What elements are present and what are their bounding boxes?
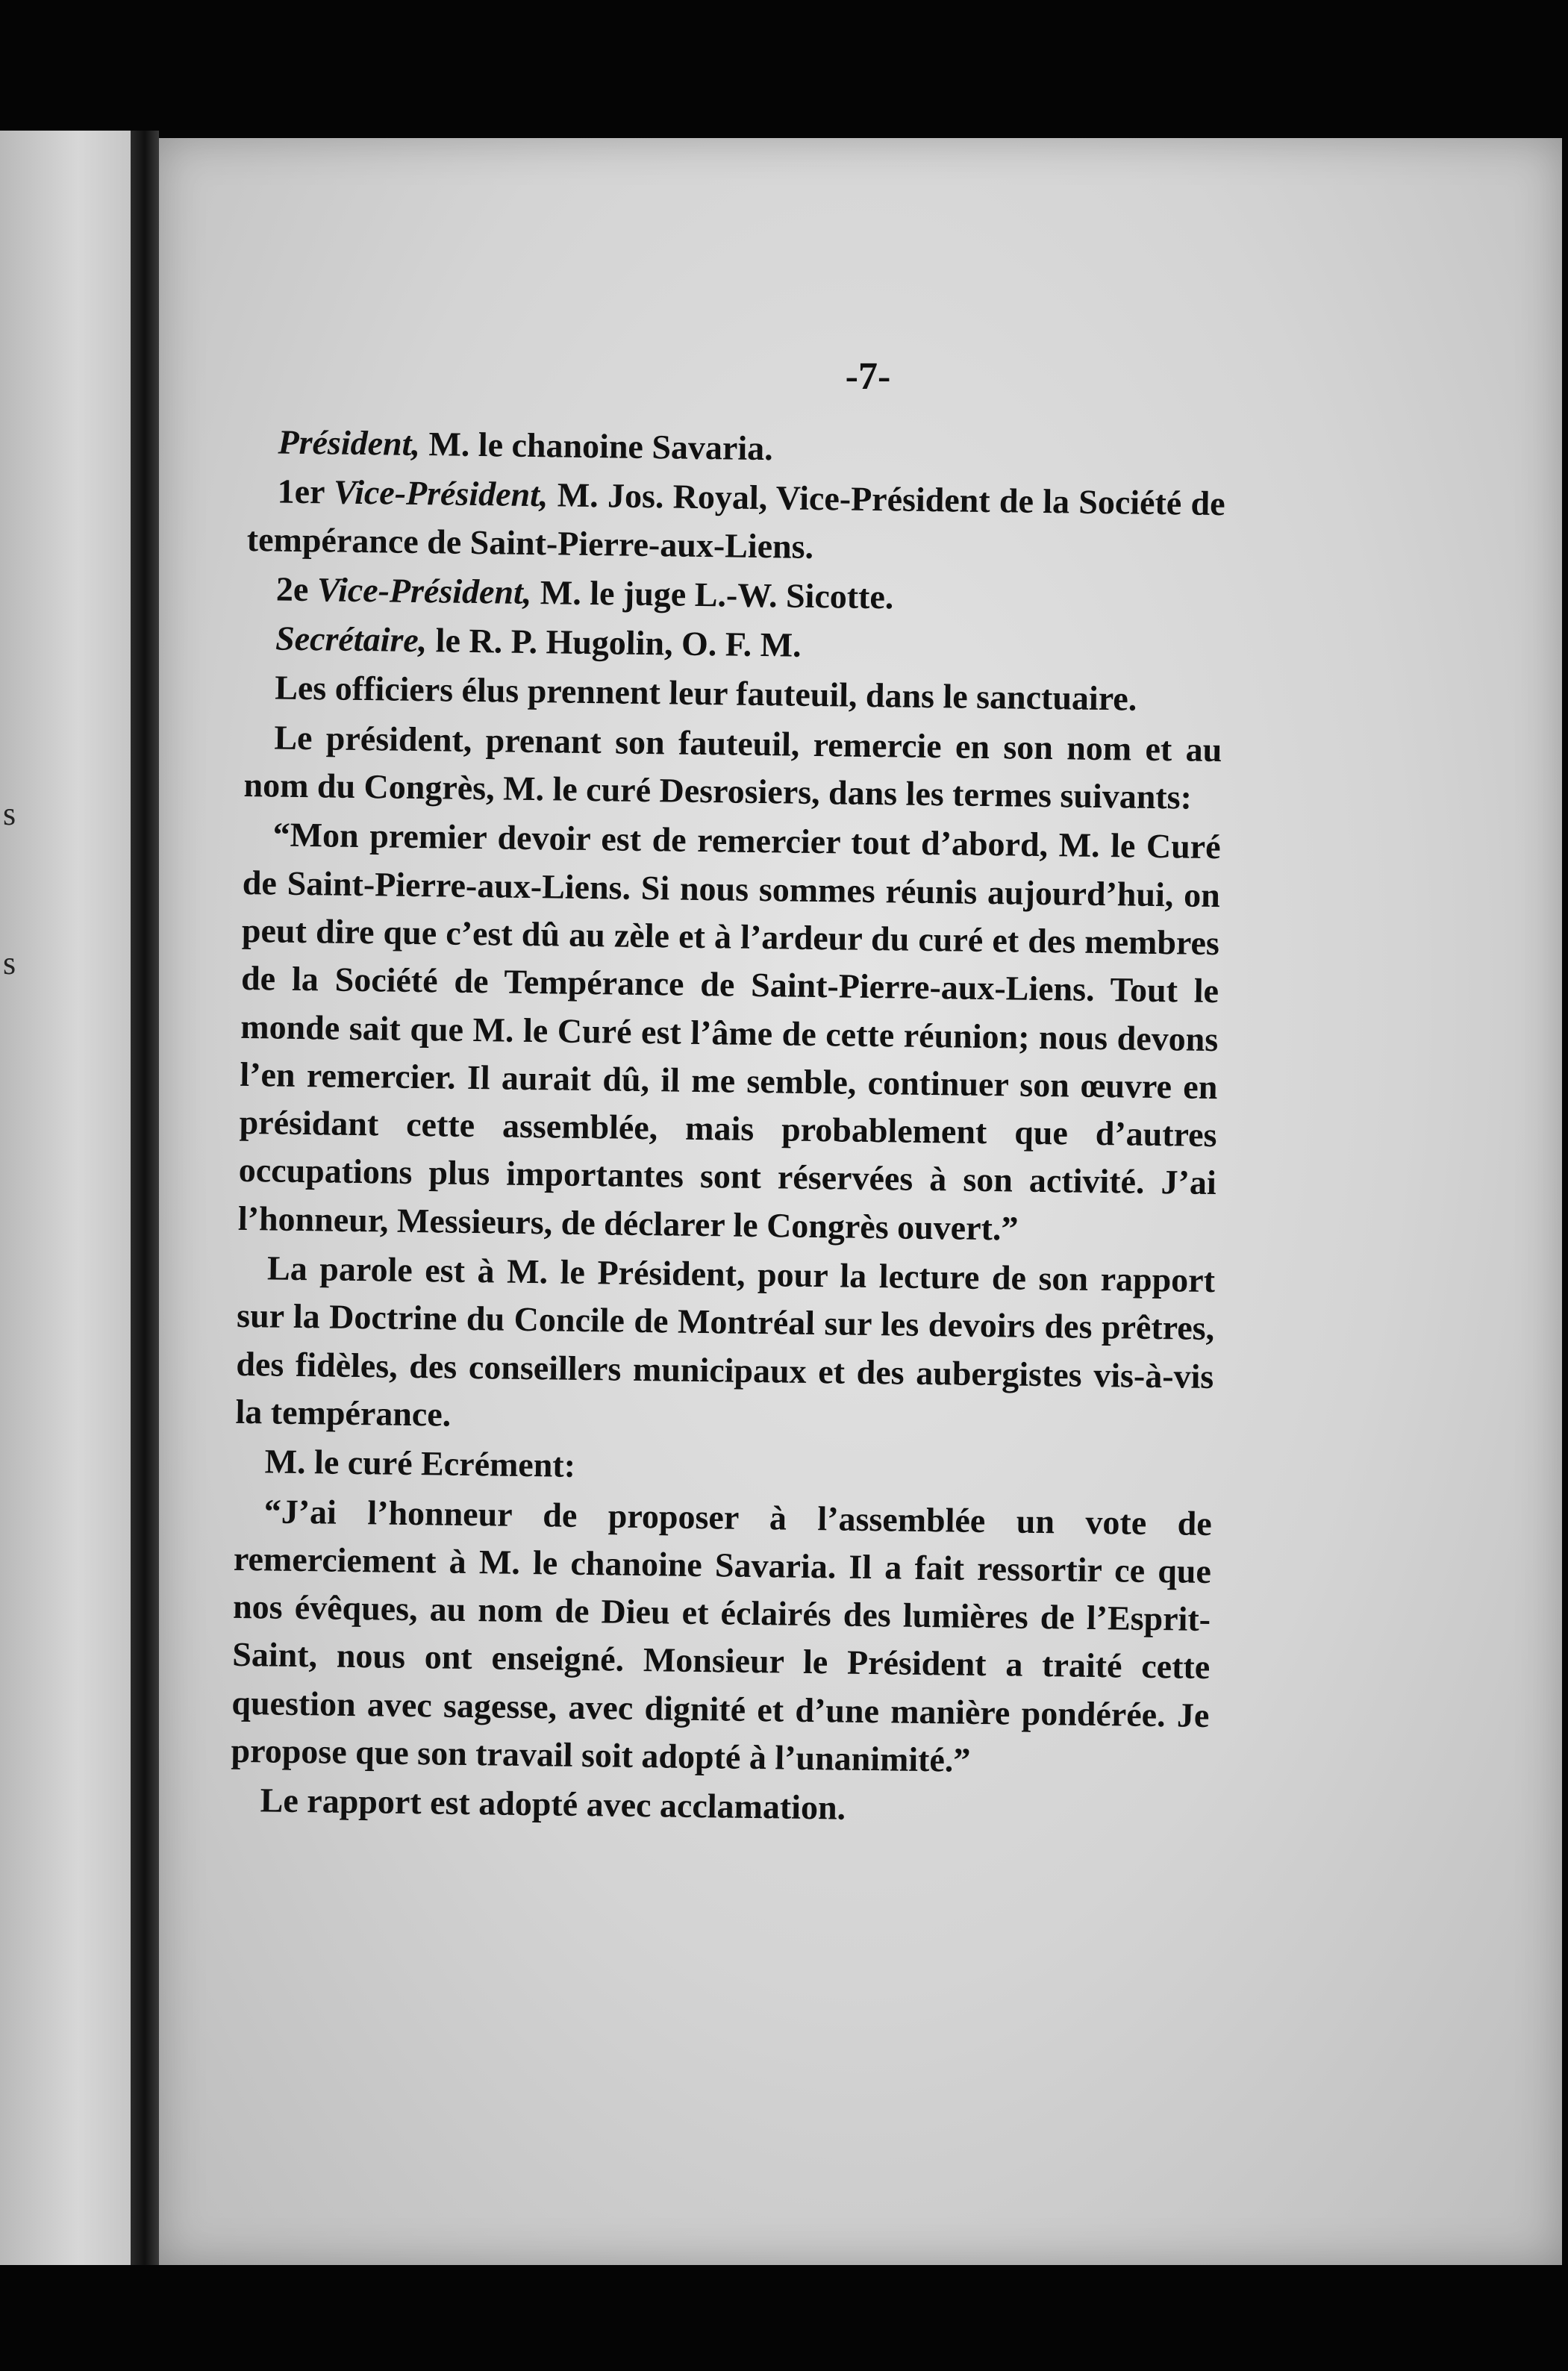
paragraph: M. le curé Ecrément:: [264, 1442, 576, 1485]
ordinal: 2e: [275, 569, 318, 609]
paragraph: La parole est à M. le Président, pour la lecture de son rapport sur la Doctrine du Concile de Montréal sur les devoirs des prêtres, des fidèles, des conseillers municipaux et des aubergistes vis-à-vis la tempérance.: [235, 1249, 1216, 1434]
role-label: Vice-Président,: [316, 570, 532, 611]
paragraph-text: M. le chanoine Savaria.: [419, 425, 774, 468]
paragraph-text: le R. P. Hugolin, O. F. M.: [426, 621, 802, 664]
paragraph: Le rapport est adopté avec acclamation.: [260, 1781, 846, 1827]
page-number: -7-: [845, 355, 891, 398]
book-gutter: [131, 131, 159, 2265]
paragraph: Le président, prenant son fauteuil, remercie en son nom et au nom du Congrès, M. le curé Desrosiers, dans les termes suivants:: [243, 718, 1222, 816]
role-label: Président,: [278, 422, 421, 463]
body-text: [230, 418, 1226, 1839]
paragraph: [246, 467, 1225, 576]
paragraph-text: M. le juge L.-W. Sicotte.: [531, 572, 894, 616]
margin-fragment: s: [3, 796, 16, 832]
ordinal: 1er: [277, 472, 334, 511]
paragraph: “J’ai l’honneur de proposer à l’assemblée un vote de remerciement à M. le chanoine Savaria. Il a fait ressortir ce que nos évêques, au nom de Dieu et éclairés des lumières de l’Esprit-Saint, nous ont enseigné. Monsieur le Président a traité cette question avec sagesse, avec dignité et d’une manière pondérée. Je propose que son travail soit adopté à l’unanimité.”: [231, 1491, 1213, 1779]
paragraph: “Mon premier devoir est de remercier tout d’abord, M. le Curé de Saint-Pierre-aux-Liens. Si nous sommes réunis aujourd’hui, on peut dire que c’est dû au zèle et à l’ardeur du curé et des membres de la Société de Tempérance de Saint-Pierre-aux-Liens. Tout le monde sait que M. le Curé est l’âme de cette réunion; nous devons l’en remercier. Il aurait dû, il me semble, continuer son œuvre en présidant cette assemblée, mais probablement que d’autres occupations plus importantes sont réservées à son activité. J’ai l’honneur, Messieurs, de déclarer le Congrès ouvert.”: [237, 815, 1221, 1248]
book-page: [159, 138, 1562, 2265]
paragraph-text: M. Jos. Royal, Vice-Président de la Société de tempérance de Saint-Pierre-aux-Liens.: [246, 475, 1225, 566]
role-label: Secrétaire,: [275, 619, 428, 660]
previous-page-edge: [0, 131, 131, 2265]
paragraph: Les officiers élus prennent leur fauteuil, dans le sanctuaire.: [274, 668, 1137, 719]
margin-fragment: s: [3, 945, 16, 981]
role-label: Vice-Président,: [333, 472, 549, 514]
